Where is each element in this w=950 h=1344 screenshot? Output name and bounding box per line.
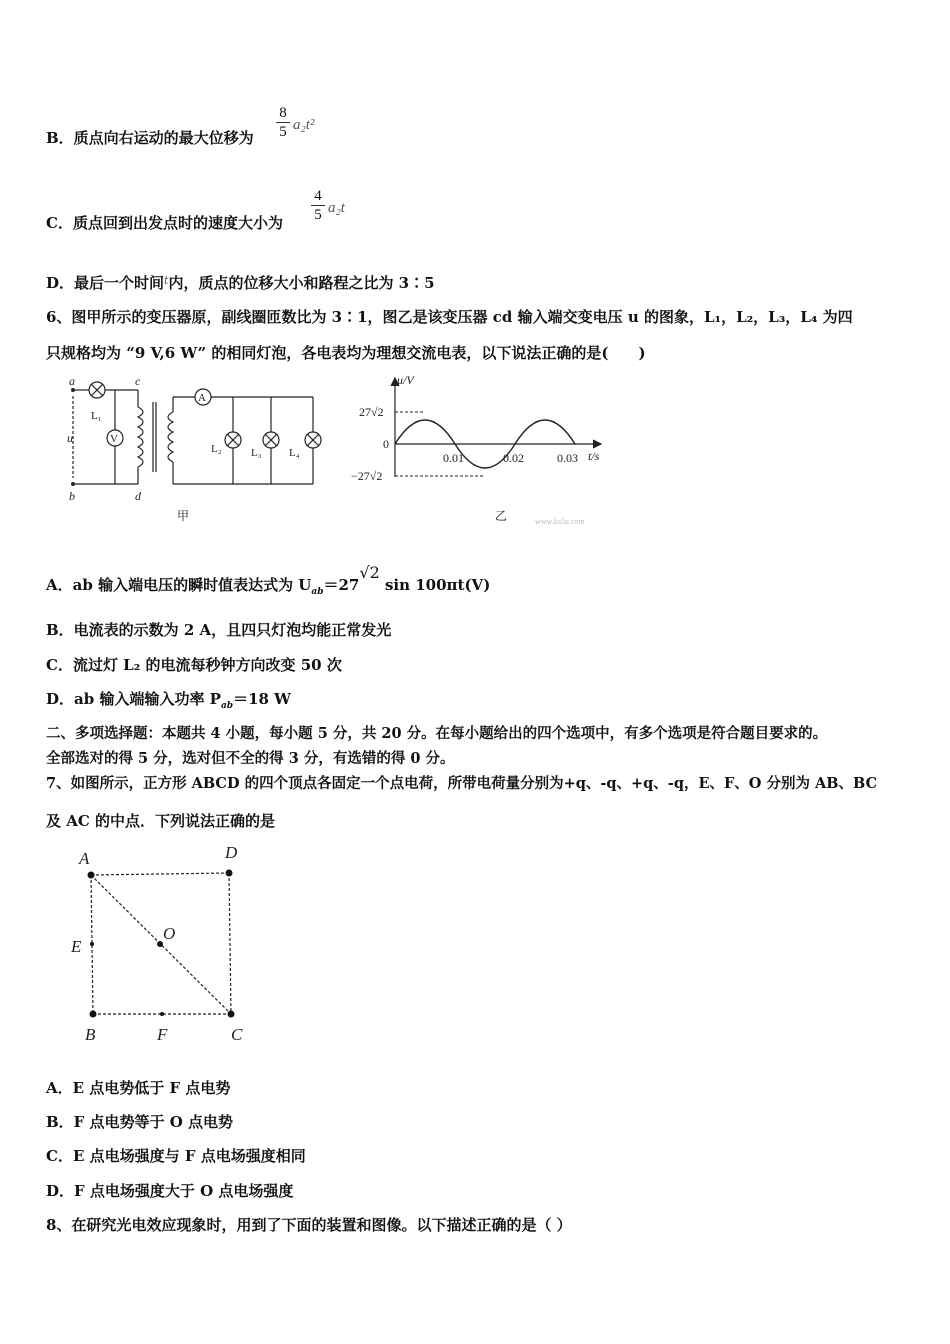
fraction-numerator: 4	[311, 187, 325, 206]
option-5c-expression: a₂t	[328, 200, 345, 216]
option-5c-label: C．质点回到出发点时的速度大小为	[46, 214, 283, 232]
figure-jia-circuit	[55, 372, 335, 527]
fraction-numerator: 8	[276, 104, 290, 123]
vertex-a: A	[79, 849, 90, 868]
q7-option-b: B．F 点电势等于 O 点电势	[46, 1113, 234, 1131]
y-tick-positive: 27√2	[359, 405, 384, 419]
option-5d-variable: t	[164, 274, 169, 287]
option-5b-label: B．质点向右运动的最大位移为	[46, 129, 254, 147]
q8-stem-line1: 8、在研究光电效应现象时，用到了下面的装置和图像。以下描述正确的是（ ）	[46, 1216, 572, 1234]
q7-option-d: D．F 点电场强度大于 O 点电场强度	[46, 1182, 294, 1200]
option-5c	[46, 212, 283, 233]
point-e: E	[71, 937, 82, 956]
q6-option-d-prefix: D．ab 输入端输入功率 P	[46, 690, 221, 708]
x-tick-2: 0.02	[503, 451, 524, 465]
label-c: c	[135, 374, 141, 388]
q7-option-a: A．E 点电势低于 F 点电势	[46, 1079, 231, 1097]
option-5c-fraction	[311, 187, 325, 224]
q7-stem-line2: 及 AC 的中点．下列说法正确的是	[46, 812, 276, 830]
option-5b-expression: a₂t²	[293, 117, 315, 133]
q6-stem-line1: 6、图甲所示的变压器原，副线圈匝数比为 3∶1，图乙是该变压器 cd 输入端交变电压 u 的图象，L₁，L₂，L₃，L₄ 为四	[46, 308, 853, 326]
q6-option-a-suffix: sin 100πt(V)	[379, 576, 491, 594]
label-b: b	[69, 489, 75, 503]
q6-option-c: C．流过灯 L₂ 的电流每秒钟方向改变 50 次	[46, 656, 342, 674]
q7-stem-line1: 7、如图所示，正方形 ABCD 的四个顶点各固定一个点电荷，所带电荷量分别为+q、-q、+q、-q，E、F、O 分别为 AB、BC	[46, 775, 878, 792]
figure-yi-caption: 乙	[495, 509, 508, 523]
option-5b	[46, 127, 254, 148]
q6-option-b: B．电流表的示数为 2 A，且四只灯泡均能正常发光	[46, 621, 392, 639]
voltmeter-symbol: V	[110, 433, 118, 445]
q6-option-d-subscript: ab	[220, 701, 234, 711]
label-u: u	[67, 431, 73, 445]
q6-option-d	[46, 688, 291, 711]
vertex-b: B	[85, 1025, 96, 1044]
label-a: a	[69, 374, 75, 388]
point-o: O	[163, 924, 176, 943]
figure-square-abcd	[65, 842, 255, 1047]
q6-option-a-sqrt: √2	[359, 563, 380, 582]
vertex-c: C	[231, 1025, 243, 1044]
section2-line1: 二、多项选择题：本题共 4 小题，每小题 5 分，共 20 分。在每小题给出的四个选项中，有多个选项是符合题目要求的。	[46, 725, 828, 742]
option-5d-suffix: 内，质点的位移大小和路程之比为 3∶5	[168, 274, 435, 292]
label-l3: L₃	[251, 447, 262, 459]
q6-option-d-suffix: ＝18 W	[233, 690, 292, 708]
option-5d-prefix: D．最后一个时间	[46, 274, 165, 292]
figure-jia-caption: 甲	[177, 509, 190, 523]
label-l2: L₂	[211, 443, 222, 455]
x-axis-label: t/s	[588, 449, 600, 463]
q7-option-c: C．E 点电场强度与 F 点电场强度相同	[46, 1147, 306, 1165]
y-axis-label: u/V	[397, 373, 414, 387]
x-tick-1: 0.01	[443, 451, 464, 465]
q6-stem-line2: 只规格均为 “9 V,6 W” 的相同灯泡，各电表均为理想交流电表，以下说法正确的是( )	[46, 344, 646, 362]
x-tick-3: 0.03	[557, 451, 578, 465]
vertex-d: D	[225, 843, 238, 862]
label-l4: L₄	[289, 447, 300, 459]
q6-option-a-prefix: A．ab 输入端电压的瞬时值表达式为 U	[46, 576, 312, 594]
option-5d	[46, 272, 435, 293]
q6-option-a-subscript: ab	[311, 587, 324, 597]
watermark: www.ks5u.com	[535, 517, 585, 526]
y-tick-zero: 0	[383, 437, 389, 451]
fraction-denominator: 5	[279, 124, 287, 140]
option-5b-fraction	[276, 104, 290, 141]
point-f: F	[157, 1025, 168, 1044]
fraction-denominator: 5	[314, 207, 322, 223]
q6-option-a	[46, 563, 491, 597]
label-d: d	[135, 489, 141, 503]
label-l1: L₁	[91, 410, 102, 422]
ammeter-symbol: A	[198, 392, 206, 404]
y-tick-negative: −27√2	[351, 469, 383, 483]
figure-yi-graph	[345, 372, 620, 527]
section2-line2: 全部选对的得 5 分，选对但不全的得 3 分，有选错的得 0 分。	[46, 750, 455, 767]
q6-option-a-mid: ＝27	[323, 576, 360, 594]
